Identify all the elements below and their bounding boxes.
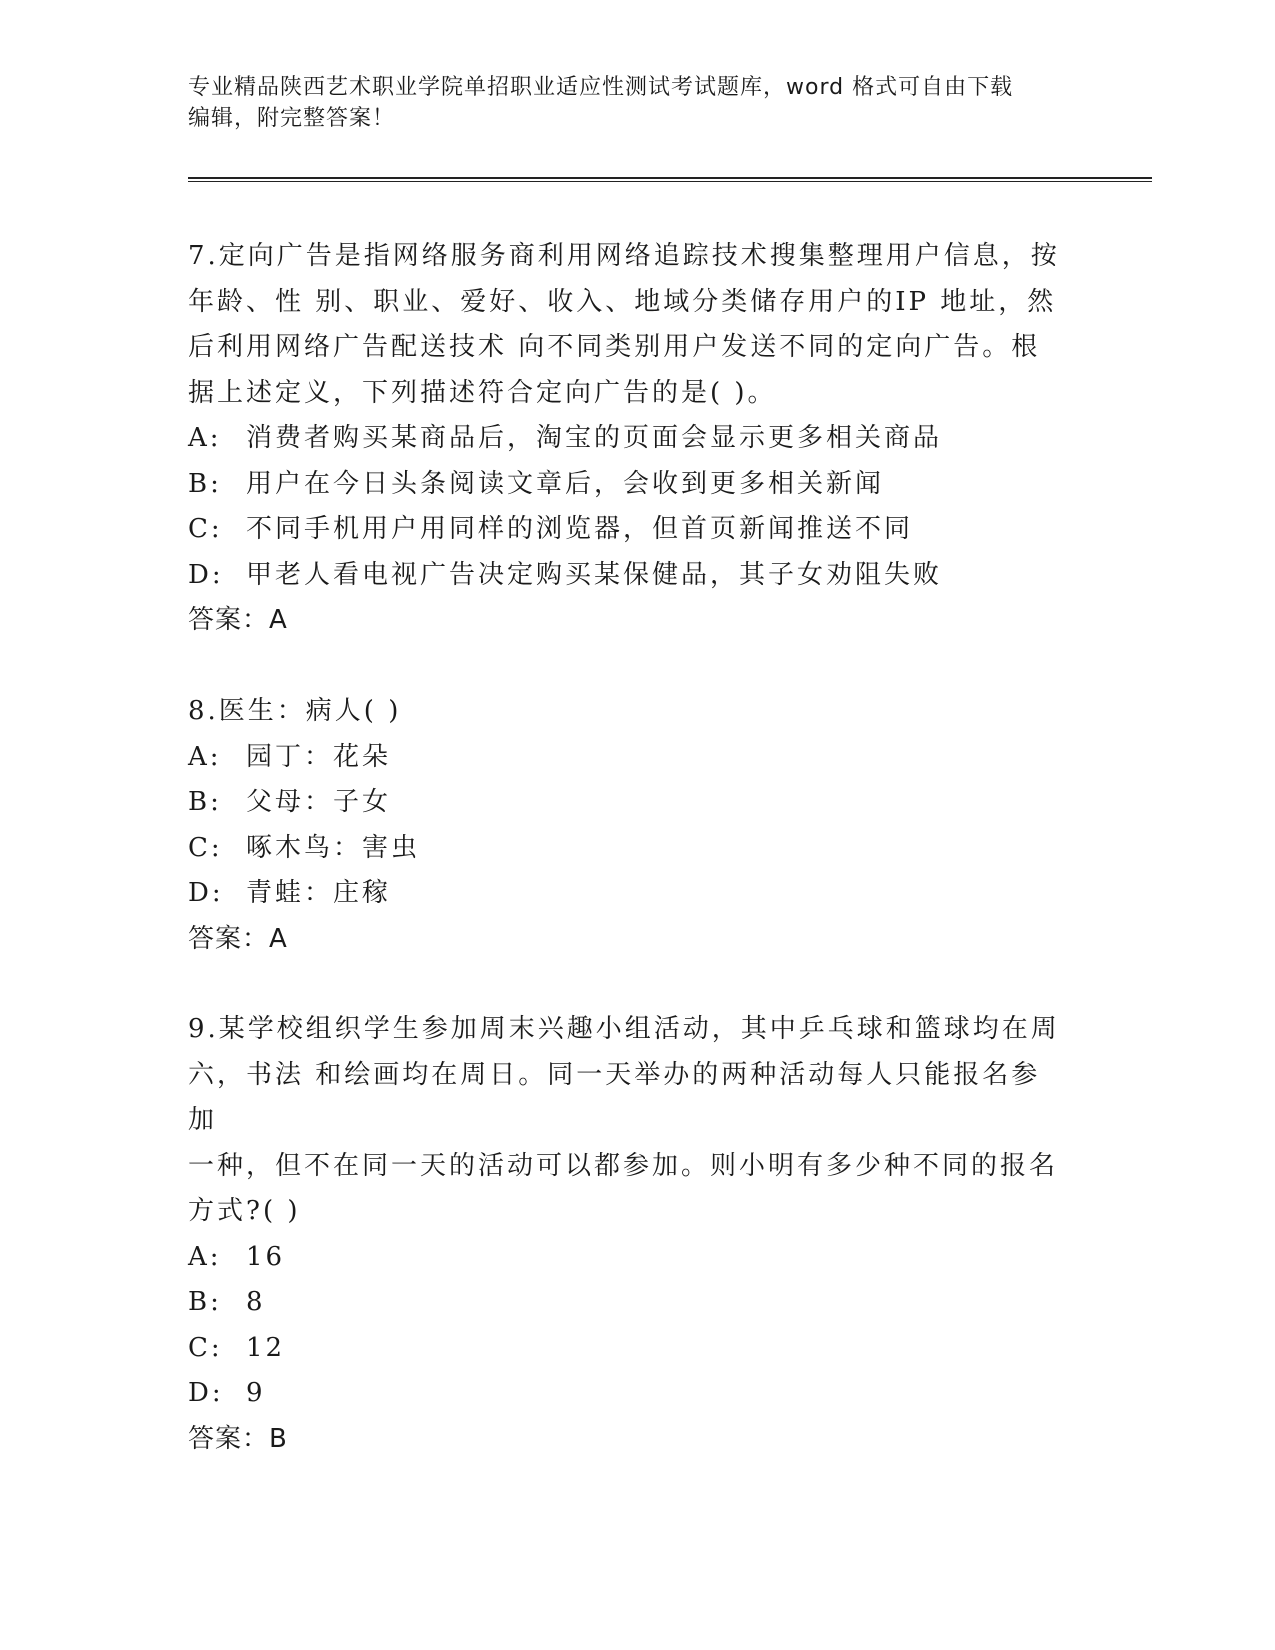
answer-line: 答案：A [188, 605, 288, 635]
question-stem-line: 后利用网络广告配送技术 向不同类别用户发送不同的定向广告。根 [188, 332, 1041, 362]
header-divider [188, 177, 1152, 182]
document-header [188, 72, 1088, 134]
option-a [188, 1235, 1068, 1281]
option-d [188, 871, 1068, 917]
option-text: 啄木鸟：害虫 [246, 832, 421, 863]
option-text: 8 [246, 1287, 266, 1317]
option-text: 消费者购买某商品后，淘宝的页面会显示更多相关商品 [246, 423, 943, 453]
option-key: C: [188, 514, 223, 544]
option-key: B: [188, 787, 222, 817]
question-stem-line: 一种，但不在同一天的活动可以都参加。则小明有多少种不同的报名 [188, 1150, 1059, 1181]
question-stem-line: 7.定向广告是指网络服务商利用网络追踪技术搜集整理用户信息，按 [188, 241, 1060, 271]
option-text: 青蛙：庄稼 [246, 878, 392, 908]
question-stem-line: 9.某学校组织学生参加周末兴趣小组活动，其中乒乓球和篮球均在周 [188, 1014, 1060, 1044]
option-key: A: [188, 423, 222, 453]
option-c [188, 1326, 1068, 1372]
question-stem-line: 年龄、性 别、职业、爱好、收入、地域分类储存用户的IP 地址，然 [188, 286, 1057, 317]
question-8 [188, 689, 1068, 962]
option-a [188, 416, 1068, 462]
question-stem-line: 方式?( ) [188, 1196, 301, 1226]
option-b [188, 462, 1068, 508]
answer-line: 答案：A [188, 923, 288, 954]
option-key: B: [188, 468, 222, 499]
question-stem-line: 六，书法 和绘画均在周日。同一天举办的两种活动每人只能报名参加 [188, 1059, 1041, 1135]
answer-line: 答案：B [188, 1423, 288, 1454]
question-9 [188, 1007, 1068, 1462]
option-d [188, 553, 1068, 599]
option-a [188, 735, 1068, 781]
option-key: D: [188, 1378, 224, 1408]
question-stem-line: 据上述定义，下列描述符合定向广告的是( )。 [188, 377, 777, 408]
option-b [188, 1280, 1068, 1326]
option-b [188, 780, 1068, 826]
option-key: A: [188, 1241, 222, 1272]
option-key: D: [188, 559, 224, 590]
option-text: 园丁：花朵 [246, 741, 392, 772]
option-c [188, 826, 1068, 872]
option-text: 父母：子女 [246, 787, 392, 817]
option-text: 甲老人看电视广告决定购买某保健品，其子女劝阻失败 [246, 559, 943, 590]
option-d [188, 1371, 1068, 1417]
option-text: 不同手机用户用同样的浏览器，但首页新闻推送不同 [246, 514, 914, 544]
option-key: C: [188, 832, 223, 863]
question-stem-line: 8.医生：病人( ) [188, 696, 402, 726]
option-text: 12 [246, 1332, 286, 1363]
option-text: 9 [246, 1378, 266, 1408]
header-line-2: 编辑，附完整答案！ [188, 106, 396, 131]
option-key: C: [188, 1332, 223, 1363]
option-key: B: [188, 1287, 222, 1317]
option-c [188, 507, 1068, 553]
option-text: 用户在今日头条阅读文章后，会收到更多相关新闻 [246, 468, 885, 499]
option-key: D: [188, 878, 224, 908]
question-7 [188, 234, 1068, 644]
header-line-1: 专业精品陕西艺术职业学院单招职业适应性测试考试题库，word 格式可自由下载 [188, 75, 1014, 100]
option-text: 16 [246, 1241, 286, 1272]
option-key: A: [188, 741, 222, 772]
